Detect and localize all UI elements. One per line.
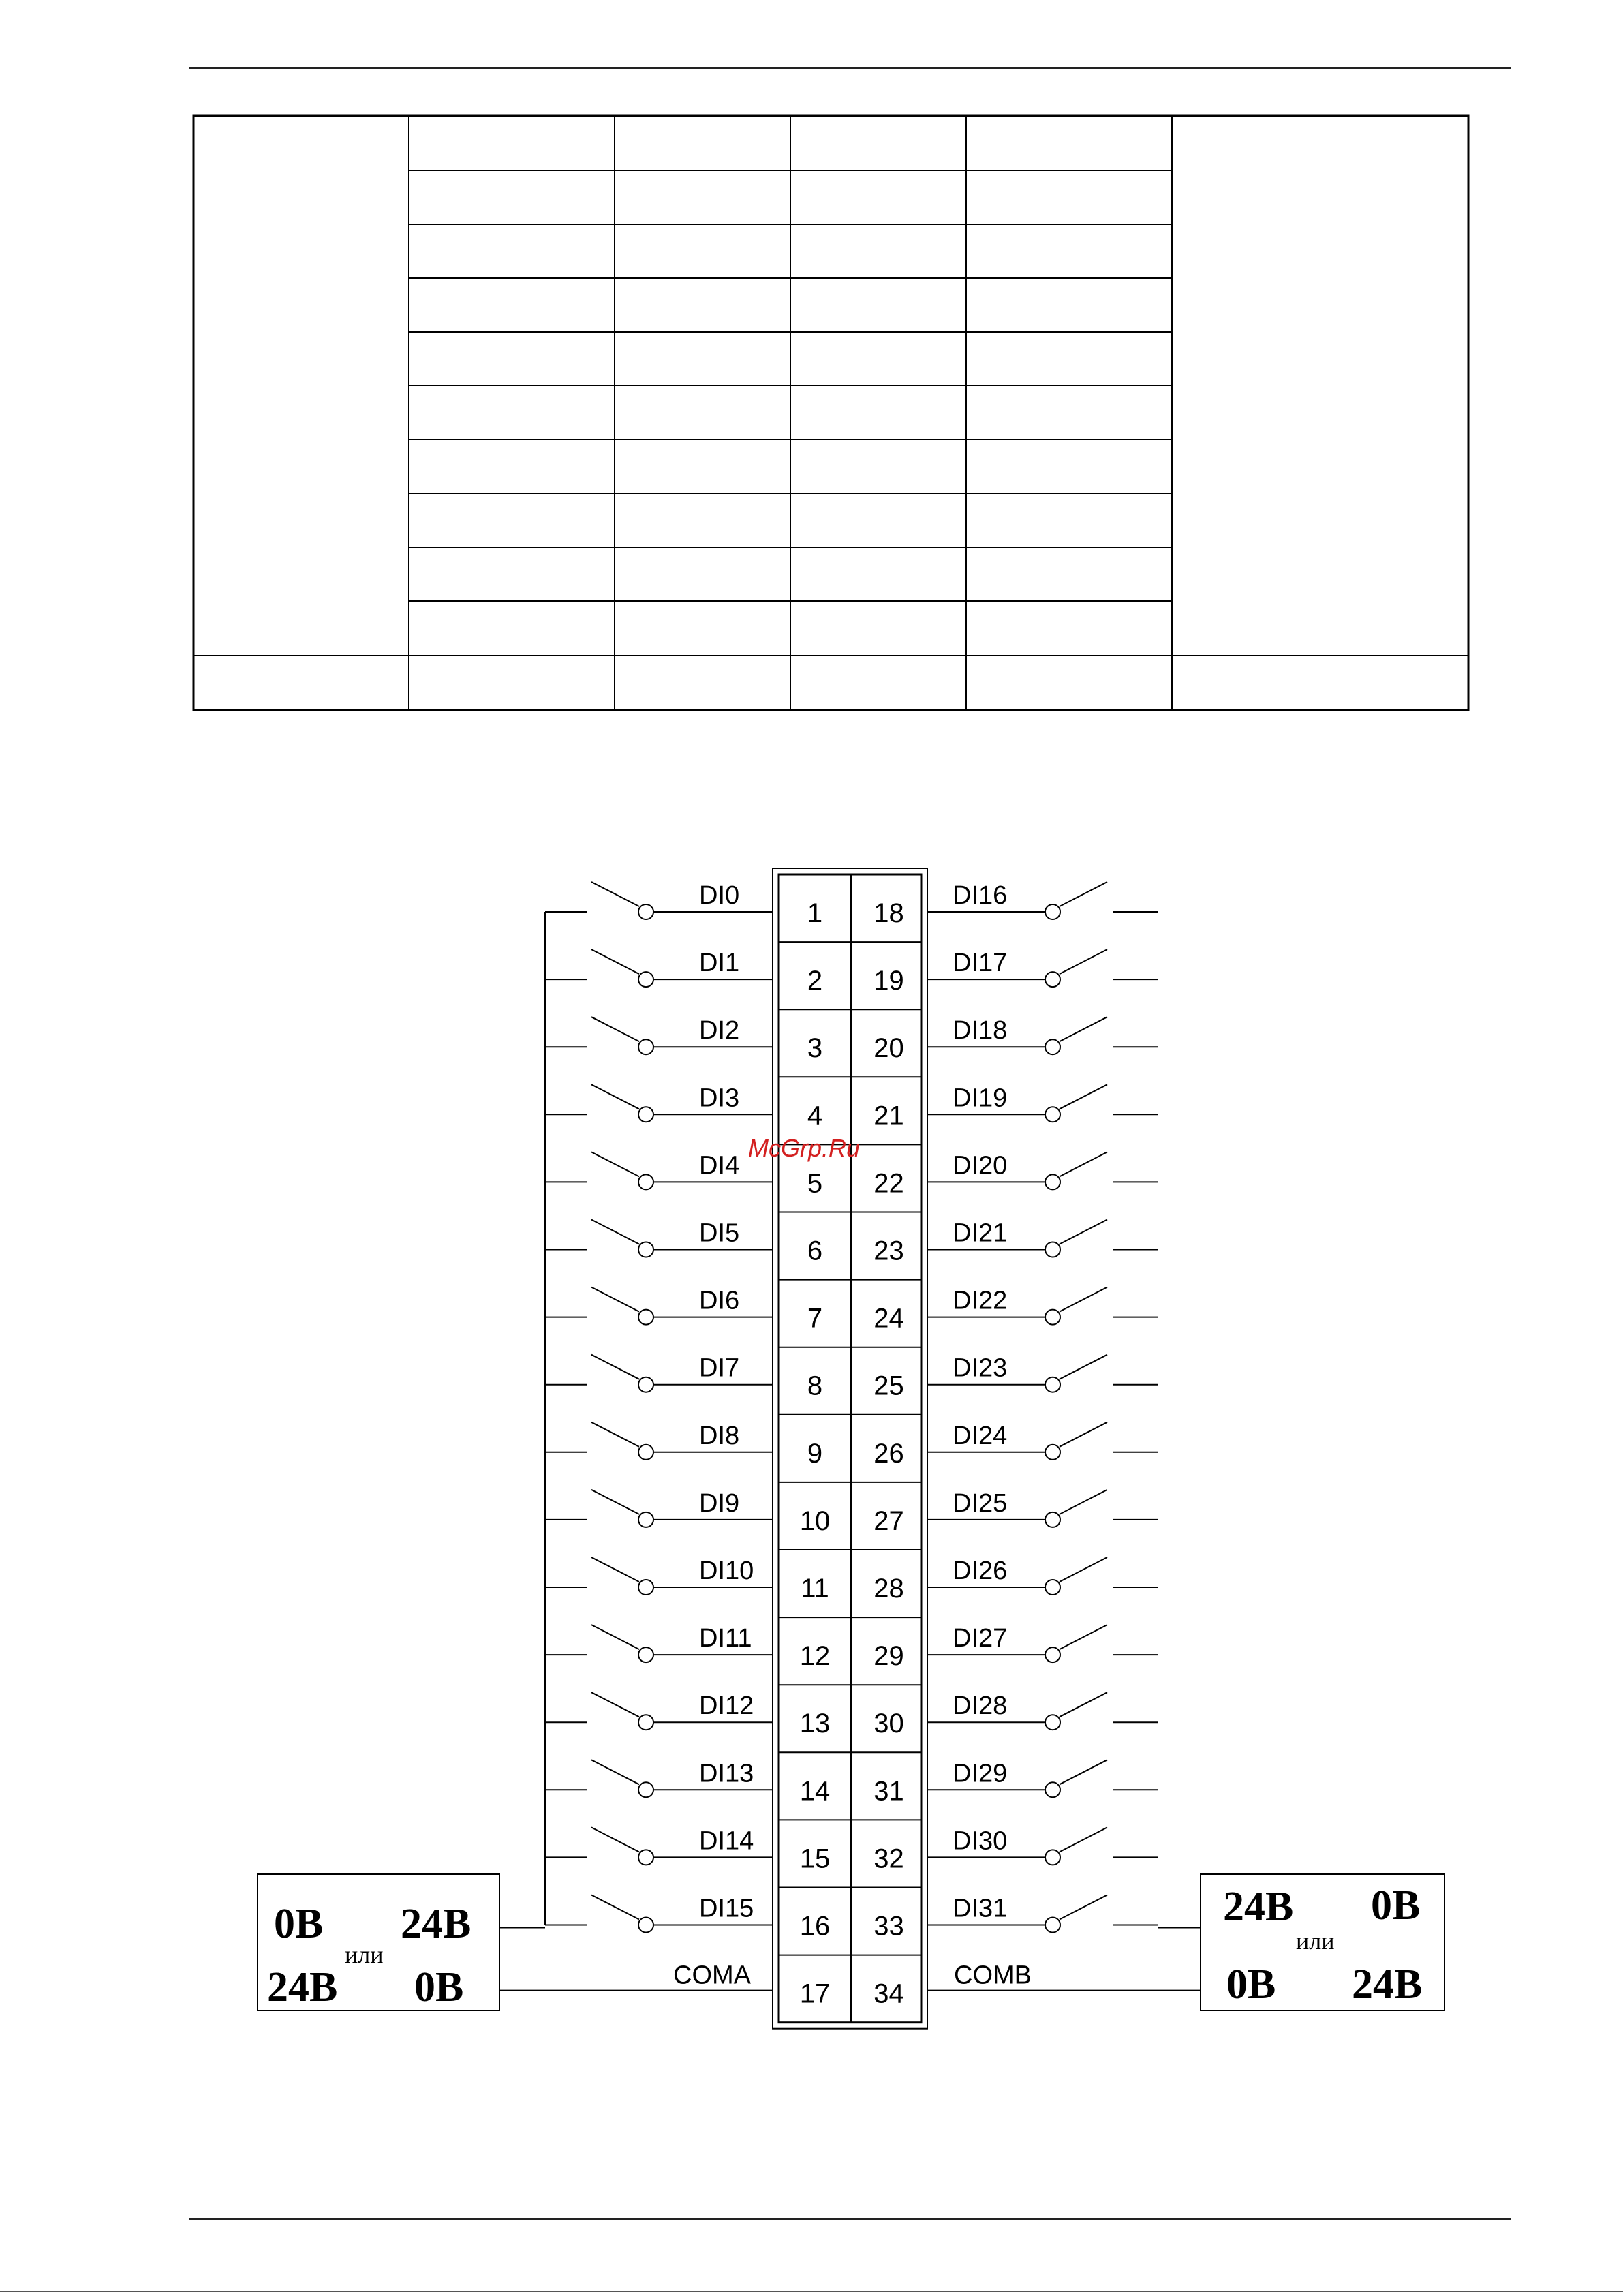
left-supply-bottom-b: 0В (414, 1964, 464, 2010)
left-switch-contact (591, 1152, 639, 1176)
left-channel-label: DI8 (699, 1421, 740, 1450)
comb-label: COMB (954, 1961, 1032, 1990)
left-switch-contact (591, 1355, 639, 1379)
right-switch-contact (1060, 949, 1107, 974)
right-switch-terminal (1045, 904, 1060, 919)
right-switch-contact (1060, 1625, 1107, 1649)
right-switch-terminal (1045, 1377, 1060, 1392)
right-switch-contact (1060, 882, 1107, 906)
left-supply-top-b: 24В (401, 1901, 472, 1947)
left-channel-label: DI11 (699, 1624, 752, 1653)
left-switch-contact (591, 1220, 639, 1244)
pin-number-right: 22 (874, 1168, 904, 1199)
pin-number-right: 29 (874, 1641, 904, 1672)
left-channel-label: DI9 (699, 1488, 740, 1518)
left-channel-label: DI13 (699, 1759, 754, 1788)
right-channel-label: DI22 (953, 1286, 1008, 1315)
right-channel-label: DI16 (953, 881, 1008, 910)
left-switch-contact (591, 882, 639, 906)
right-switch-terminal (1045, 1918, 1060, 1933)
left-switch-contact (591, 1692, 639, 1717)
left-switch-terminal (638, 972, 653, 987)
left-switch-terminal (638, 1445, 653, 1460)
left-channel-label: DI15 (699, 1894, 754, 1923)
left-switch-terminal (638, 1850, 653, 1865)
right-switch-terminal (1045, 1310, 1060, 1325)
pin-number-right: 28 (874, 1574, 904, 1604)
right-switch-terminal (1045, 1242, 1060, 1257)
left-switch-contact (591, 1017, 639, 1041)
left-channel-label: DI5 (699, 1219, 740, 1248)
right-channel-label: DI30 (953, 1826, 1008, 1856)
pin-number-left: 10 (799, 1505, 831, 1536)
pin-number-right: 31 (874, 1776, 904, 1807)
right-channel-label: DI21 (953, 1219, 1008, 1248)
left-input-channels (545, 881, 773, 1933)
left-switch-contact (591, 949, 639, 974)
right-switch-contact (1060, 1287, 1107, 1312)
pin-number-left: 4 (807, 1101, 823, 1131)
right-channel-label: DI27 (953, 1624, 1008, 1653)
right-switch-contact (1060, 1557, 1107, 1582)
right-switch-terminal (1045, 1715, 1060, 1730)
pin-number-right: 25 (874, 1371, 904, 1401)
right-channel-label: DI31 (953, 1894, 1008, 1923)
pin-number-right: 33 (874, 1911, 904, 1942)
left-channel-label: DI4 (699, 1151, 740, 1180)
pin-number-left: 12 (799, 1641, 831, 1672)
left-switch-contact (591, 1827, 639, 1852)
right-switch-contact (1060, 1692, 1107, 1717)
left-switch-terminal (638, 1377, 653, 1392)
pin-number-left: 5 (807, 1168, 823, 1199)
left-switch-terminal (638, 1512, 653, 1527)
right-channel-label: DI29 (953, 1759, 1008, 1788)
right-supply-top-a: 24В (1223, 1884, 1294, 1930)
empty-table (194, 116, 1468, 710)
left-supply-top-a: 0В (274, 1901, 324, 1947)
right-switch-terminal (1045, 1174, 1060, 1189)
left-switch-contact (591, 1084, 639, 1109)
left-switch-terminal (638, 1782, 653, 1797)
left-switch-terminal (638, 1107, 653, 1122)
left-switch-contact (591, 1760, 639, 1784)
right-switch-terminal (1045, 972, 1060, 987)
right-channel-label: DI20 (953, 1151, 1008, 1180)
right-switch-contact (1060, 1760, 1107, 1784)
pin-number-left: 15 (799, 1843, 831, 1874)
right-switch-terminal (1045, 1580, 1060, 1595)
left-supply-bottom-a: 24В (267, 1964, 338, 2010)
right-switch-contact (1060, 1084, 1107, 1109)
right-switch-contact (1060, 1490, 1107, 1514)
watermark: McGrp.Ru (748, 1134, 861, 1162)
left-switch-terminal (638, 1918, 653, 1933)
left-switch-terminal (638, 1174, 653, 1189)
pin-number-left: 13 (799, 1709, 831, 1739)
pin-number-left: 11 (801, 1574, 829, 1604)
pin-number-right: 27 (874, 1505, 904, 1536)
pin-number-right: 21 (874, 1101, 904, 1131)
right-supply-bottom-a: 0В (1226, 1961, 1276, 2008)
right-switch-contact (1060, 1895, 1107, 1920)
right-channel-label: DI28 (953, 1692, 1008, 1721)
right-switch-contact (1060, 1220, 1107, 1244)
right-switch-contact (1060, 1422, 1107, 1447)
right-switch-terminal (1045, 1647, 1060, 1662)
right-switch-terminal (1045, 1107, 1060, 1122)
right-switch-terminal (1045, 1850, 1060, 1865)
pin-number-left: 7 (807, 1303, 823, 1334)
pin-number-left: 8 (807, 1371, 823, 1401)
left-switch-contact (591, 1490, 639, 1514)
pin-number-right: 20 (874, 1033, 904, 1064)
table-border (194, 116, 1468, 710)
pin-number-right: 24 (874, 1303, 904, 1334)
coma-label: COMA (673, 1961, 751, 1990)
pin-number-left: 9 (807, 1438, 823, 1469)
right-supply-or: или (1296, 1927, 1335, 1955)
right-switch-contact (1060, 1355, 1107, 1379)
pin-number-left: 14 (799, 1776, 831, 1807)
right-input-channels (927, 881, 1158, 1933)
left-switch-terminal (638, 1580, 653, 1595)
left-switch-contact (591, 1422, 639, 1447)
left-switch-contact (591, 1557, 639, 1582)
left-channel-label: DI0 (699, 881, 740, 910)
left-channel-label: DI7 (699, 1353, 740, 1383)
pin-number-left: 17 (799, 1978, 831, 2009)
right-channel-label: DI23 (953, 1353, 1008, 1383)
pin-number-left: 6 (807, 1236, 823, 1266)
pin-number-left: 2 (807, 966, 823, 996)
left-switch-terminal (638, 1242, 653, 1257)
left-switch-contact (591, 1895, 639, 1920)
left-switch-contact (591, 1625, 639, 1649)
right-supply-bottom-b: 24В (1352, 1961, 1423, 2008)
pin-number-right: 32 (874, 1843, 904, 1874)
left-channel-label: DI12 (699, 1692, 754, 1721)
left-channel-label: DI1 (699, 949, 740, 978)
left-channel-label: DI6 (699, 1286, 740, 1315)
pin-number-right: 26 (874, 1438, 904, 1469)
pin-number-right: 19 (874, 966, 904, 996)
right-switch-terminal (1045, 1512, 1060, 1527)
left-switch-terminal (638, 904, 653, 919)
left-channel-label: DI2 (699, 1016, 740, 1045)
right-switch-terminal (1045, 1445, 1060, 1460)
left-switch-terminal (638, 1647, 653, 1662)
pin-number-left: 1 (807, 898, 823, 928)
right-switch-terminal (1045, 1782, 1060, 1797)
right-channel-label: DI18 (953, 1016, 1008, 1045)
left-switch-terminal (638, 1039, 653, 1054)
right-switch-contact (1060, 1827, 1107, 1852)
pin-number-right: 23 (874, 1236, 904, 1266)
left-supply-or: или (345, 1941, 384, 1968)
terminal-connector (773, 868, 927, 2029)
right-channel-label: DI25 (953, 1488, 1008, 1518)
pin-number-right: 18 (874, 898, 904, 928)
right-channel-label: DI17 (953, 949, 1008, 978)
left-switch-terminal (638, 1715, 653, 1730)
right-channel-label: DI19 (953, 1084, 1008, 1113)
left-switch-terminal (638, 1310, 653, 1325)
pin-number-left: 3 (807, 1033, 823, 1064)
pin-number-left: 16 (799, 1911, 831, 1942)
right-channel-label: DI26 (953, 1557, 1008, 1585)
right-switch-contact (1060, 1017, 1107, 1041)
right-switch-terminal (1045, 1039, 1060, 1054)
right-switch-contact (1060, 1152, 1107, 1176)
left-channel-label: DI14 (699, 1826, 754, 1856)
pin-number-right: 30 (874, 1709, 904, 1739)
left-channel-label: DI10 (699, 1557, 754, 1585)
right-channel-label: DI24 (953, 1421, 1008, 1450)
right-supply-top-b: 0В (1371, 1882, 1421, 1929)
left-switch-contact (591, 1287, 639, 1312)
left-channel-label: DI3 (699, 1084, 740, 1113)
pin-number-right: 34 (874, 1978, 904, 2009)
